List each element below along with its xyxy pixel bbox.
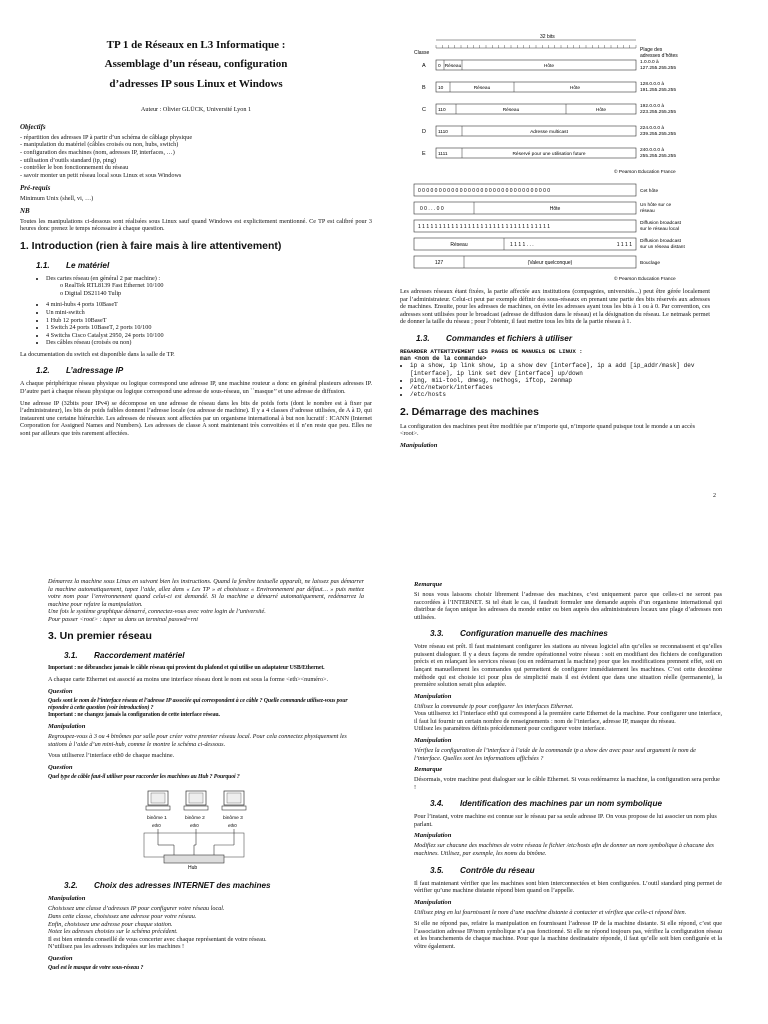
address-classes-diagram [414, 30, 702, 180]
materiel-item-text: Des cartes réseau (en général 2 par machine) : [46, 274, 161, 282]
special-label: Diffusion broadcast sur le réseau local [640, 221, 681, 232]
class-range: 224.0.0.0 à 239.255.255.255 [640, 126, 677, 137]
station-interface-label: eth0 [152, 822, 161, 828]
subsection-controle-heading [430, 866, 722, 876]
class-prefix: 10 [438, 86, 444, 91]
materiel-item: • 1 Switch 24 ports 10BaseT, 2 ports 10/100 [46, 324, 372, 332]
document-title [20, 36, 372, 94]
copyright-2: © Pearson Education France [614, 277, 676, 282]
hub-box [164, 855, 224, 863]
bottom-right-column [414, 578, 722, 1024]
bit-pattern: 1 1 1 1 [616, 242, 632, 248]
station-label: binôme 1 [147, 815, 167, 821]
verif-instruction: Vérifiez la configuration de l’interface à l’aide de la commande ip a show dev avec pour seul argument le nom de l’interface. Quelles sont les informations affichées ? [414, 746, 696, 762]
adressage-paragraph-2: Une adresse IP (32bits pour IPv4) se décompose en une adresse de réseau dans les bits de poids forts (dont le nombre est à fixer par l’administrateur), les bits de poids faibles donnent l’adresse locale (ou adresse de machine). Il y a 4 classes d’adresse utilisées, de A à D, qui instaurent une certaine hiérarchie. Les adresses de réseaux sont affectées par un organisme international à but non lucratif : ICANN (Internet Corporation for Assigned Names and Numbers). Les adresses de classe A sont maintenant très convoitées et il n’en reste que peu. Elles ne sont par ailleurs que très rarement affectées. [20, 399, 372, 437]
objectifs-label: Objectifs [20, 123, 46, 132]
heading-text: L’adressage IP [66, 366, 124, 376]
station-interface-label: eth0 [228, 822, 237, 828]
intro-login: Une fois le système graphique démarré, connectez-vous avec votre login de l’université. [48, 608, 266, 616]
heading-number: 3.2. [64, 881, 78, 891]
class-rows [422, 59, 676, 159]
bit-pattern: 0 0 . . . 0 0 [420, 206, 444, 212]
computer-base-icon [146, 806, 170, 810]
class-range: 1.0.0.0 à 127.255.255.255 [640, 60, 677, 71]
prereq-text: Minimum Unix (shell, vi, …) [20, 194, 94, 202]
materiel-item: • 1 Hub 12 ports 10BaseT [46, 317, 372, 325]
host-field: Hôte [569, 86, 581, 91]
objectifs-list [20, 134, 372, 179]
nom-text: Pour l’instant, votre machine est connue sur le réseau par sa seule adresse IP. On vous propose de lui associer un nom plus parlant. [414, 813, 717, 828]
heading-number: 3.3. [430, 629, 444, 639]
host-field: Hôte [549, 206, 561, 212]
heading-number: 1.3. [416, 333, 430, 343]
document-page-bottom [0, 512, 768, 1024]
config-manip-text: Vous utiliserez ici l’interface eth0 qui correspond à la première carte Ethernet de la machine. Pour configurer une interface, il faut lui fournir un certain nombre de renseignements : nom de l’interface, adresse IP, masque du réseau. [414, 710, 722, 725]
computer-base-icon [222, 806, 246, 810]
special-label: Bouclage [640, 261, 661, 266]
choix-step: Enfin, choisissez une adresse pour chaque station. [48, 920, 173, 928]
manipulation-label: Manipulation [400, 441, 438, 449]
class-prefix: 1110 [438, 130, 448, 135]
network-field: Réseau [444, 64, 462, 69]
heading-text: Commandes et fichiers à utiliser [446, 333, 573, 343]
adressage-paragraph-3: Les adresses réseaux étant fixées, la partie affectée aux institutions (compagnies, universités...) peut être gérée localement par l’administrateur. Celui-ci peut par exemple définir des sous-réseaux en prenant une partie des bits réservés aux adresses de machines. Ensuite, pour les adresses de machines, on évite les adresses ayant tous les bits à 1 ou à 0. Par convention, ces adresses sont utilisées pour le broadcast (adresse de diffusion dans le réseau) et la désignation du réseau. Le netmask permet de donner la taille du réseau ; pour l’obtenir, il faut mettre tous les bits de la partie réseau à 1. [400, 288, 710, 326]
cartes-sublist [46, 282, 372, 297]
objectif-item: - manipulation du matériel (câbles croisés ou non, hubs, switch) [20, 141, 179, 149]
adressage-paragraph-1: A chaque périphérique réseau physique ou logique correspond une adresse IP, une machine routeur a donc en général plusieurs adresses IP. D’autre part à chaque réseau physique ou logique correspond une adresse de sous-réseau, un ``masque’’ et une adresse de diffusion. [20, 380, 372, 395]
bits-label: 32 bits [540, 34, 555, 40]
host-field: Hôte [595, 108, 607, 113]
objectif-item: - contrôler le bon fonctionnement du réseau [20, 164, 129, 172]
controle-manip-instruction: Utilisez ping en lui fournissant le nom d’une machine distante à contacter et vérifiez que celle-ci répond bien. [414, 908, 687, 916]
objectif-item: - utilisation d’outils standard (ip, ping) [20, 156, 116, 164]
hub-stations [144, 791, 246, 857]
question-cable: Quel type de câble faut-il utiliser pour raccorder les machines au Hub ? Pourquoi ? [48, 773, 240, 780]
station-label: binôme 3 [223, 815, 243, 821]
computer-base-icon [184, 806, 208, 810]
materiel-item: • Un mini-switch [46, 309, 372, 317]
commande-item: • ip a show, ip link show, ip a show dev [interface], ip a add [ip_addr/mask] dev [interface], ip link set dev [interface] up/down [410, 362, 710, 377]
section-reseau-heading: 3. Un premier réseau [48, 630, 152, 643]
prereq-label: Pré-requis [20, 184, 51, 193]
config-manip-instruction: Utilisez la commande ip pour configurer les interfaces Ethernet. [414, 702, 574, 710]
class-prefix: 1111 [438, 152, 448, 157]
commandes-man: man <nom de la commande> [400, 354, 487, 362]
heading-number: 1.1. [36, 260, 50, 270]
class-range: 128.0.0.0 à 191.255.255.255 [640, 82, 677, 93]
heading-number: 3.5. [430, 865, 444, 875]
choix-text-1: Il est bien entendu conseillé de vous concerter avec chaque représentant de votre réseau. [48, 935, 267, 943]
nb-label: NB [20, 207, 30, 216]
heading-text: Choix des adresses INTERNET des machines [94, 881, 271, 891]
controle-text-2: Si elle ne répond pas, refaire la manipulation en fournissant l’adresse IP de la machine distante. Si elle répond, c’est que l’association adresse IP/nom symbolique n’a pas fonctionné. Si elle ne répond toujours pas, vérifiez la configuration réseau et les branchements de chaque machine. Pour que la machine destinataire réponde, il faut qu’elle soit bien configurée et la vôtre également. [414, 920, 722, 950]
question-important: Important : ne changez jamais la configuration de cette interface réseau. [48, 711, 220, 718]
materiel-item [46, 275, 372, 298]
special-label: Diffusion broadcast sur un réseau distant [640, 239, 685, 250]
config-manip-text-2: Utilisez les paramètres définis précédemment pour configurer votre interface. [414, 725, 606, 733]
manipulation-label: Manipulation [48, 895, 86, 903]
bit-pattern: 1 1 1 1 . . . [510, 242, 534, 248]
class-range: 192.0.0.0 à 223.255.255.255 [640, 104, 677, 115]
question-interface: Quels sont le nom de l’interface réseau et l’adresse IP associée qui correspondent à ce câble ? Quelle commande utilisez-vous pour répondre à cette question (voir introduction) ? [48, 697, 348, 711]
title-line-3: d’adresses IP sous Linux et Windows [109, 77, 283, 90]
question-label: Question [48, 687, 73, 695]
computer-screen [151, 793, 165, 803]
network-field: Réseau [450, 242, 468, 248]
special-label: Un hôte sur ce réseau [640, 203, 672, 214]
heading-text: Configuration manuelle des machines [460, 629, 608, 639]
subsection-materiel-heading [36, 261, 372, 271]
bits-ruler-ticks [436, 45, 636, 48]
left-column [20, 0, 372, 512]
intro-instructions: Démarrez la machine sous Linux en suivant bien les instructions. Quand la fenêtre textuelle apparaît, ne laissez pas démarrer la machine automatiquement, tapez l’aide, allez dans « Les TP » et choisissez « Environnement par défaut… » puis mettez votre nom pour l’environnement quand celui-ci est demandé. Si la machine a démarré automatiquement, redémarrez la machine pour refaire la manipulation. [48, 578, 364, 608]
subsection-adressage-heading [36, 366, 372, 376]
computer-screen [189, 793, 203, 803]
class-field: Adresse multicast [530, 130, 568, 135]
class-box [436, 82, 636, 92]
remarque-1: Si nous vous laissons choisir librement l’adresse des machines, c’est uniquement parce que celles-ci ne seront pas raccordées à l’INTERNET. Si tel était le cas, il faudrait formuler une demande auprès d’un organisme international qui distribue de façon unique les adresses du monde entier ou bien auprès des administrateurs locaux une plage d’adresses non utilisées. [414, 591, 722, 621]
question-label: Question [48, 763, 73, 771]
materiel-list [20, 275, 372, 347]
hub-label: Hub [188, 864, 198, 871]
raccord-important: Important : ne débranchez jamais le câble réseau qui provient du plafond et qui utilise un adaptateur USB/Ethernet. [48, 665, 325, 672]
section-demarrage-heading: 2. Démarrage des machines [400, 405, 539, 418]
host-field: Hôte [543, 64, 555, 69]
network-field: Réseau [502, 108, 520, 113]
class-letter: A [422, 63, 426, 69]
page-number: 2 [713, 493, 716, 499]
class-letter: B [422, 85, 426, 91]
commande-item: • /etc/hosts [410, 391, 710, 398]
intro-root: Pour passer <root> : taper su dans un terminal passwd=rni [48, 615, 198, 623]
class-range: 240.0.0.0 à 255.255.255.255 [640, 148, 677, 159]
heading-text: Le matériel [66, 260, 110, 270]
switch-doc-text: La documentation du switch est disponible dans la salle de TP. [20, 350, 175, 358]
class-letter: C [422, 107, 426, 113]
materiel-item: • Des câbles réseau (croisés ou non) [46, 339, 372, 347]
loopback-prefix: 127 [434, 260, 444, 266]
subsection-nom-heading [430, 799, 722, 809]
commandes-list [400, 362, 710, 399]
config-text: Votre réseau est prêt. Il faut maintenant configurer les stations au niveau logiciel afin qu’elles se reconnaissent et qu’elles puissent dialoguer. Il y a deux façons de rendre opérationnel votre réseau : soit en modifiant des fichiers de configuration précis et en relançant les services réseau (ou en redémarrant la machine) pour que les modifications prennent effet, soit en lançant manuellement les commandes qui permettent de configurer immédiatement les machines. C’est cette deuxième méthode qui est choisie ici pour plus de simplicité mais il est évident que dans une situation réelle (permanente), la première solution serait plus adaptée. [414, 643, 722, 689]
choix-step: Dans cette classe, choisissez une adresse pour votre réseau. [48, 912, 197, 920]
special-label: Cet hôte [640, 189, 659, 194]
carte-item: o Digital DS21140 Tulip [60, 290, 372, 298]
right-column [400, 30, 710, 500]
manipulation-label: Manipulation [414, 832, 452, 840]
controle-text: Il faut maintenant vérifier que les machines sont bien interconnectées et bien configurées. L’outil standard ping permet de vérifier qu’une machine distante répond bien quand on l’appelle. [414, 879, 722, 895]
heading-text: Raccordement matériel [94, 651, 185, 661]
class-field: Réservé pour une utilisation future [512, 152, 586, 157]
author: Auteur : Olivier GLÜCK, Université Lyon 1 [140, 105, 252, 113]
question-label: Question [48, 954, 73, 962]
hub-diagram [48, 785, 364, 871]
question-masque: Quel est le masque de votre sous-réseau ? [48, 964, 144, 971]
subsection-commandes-heading [416, 334, 710, 344]
heading-number: 3.4. [430, 799, 444, 809]
bottom-left-column [48, 578, 364, 1024]
heading-text: Identification des machines par un nom symbolique [460, 799, 662, 809]
subsection-raccord-heading [64, 651, 364, 661]
subsection-config-heading [430, 629, 722, 639]
manipulation-label: Manipulation [414, 736, 452, 744]
materiel-item: • 4 Switchs Cisco Catalyst 2950, 24 ports 10/100 [46, 332, 372, 340]
title-line-2: Assemblage d’un réseau, configuration [104, 58, 288, 71]
commande-item: • /etc/network/interfaces [410, 384, 710, 391]
special-addresses-diagram [414, 180, 702, 286]
class-prefix: 110 [438, 108, 446, 113]
class-letter: D [422, 129, 426, 135]
class-letter: E [422, 151, 426, 157]
manipulation-label: Manipulation [414, 898, 452, 906]
manipulation-label: Manipulation [48, 723, 86, 731]
manipulation-label: Manipulation [414, 692, 452, 700]
choix-step: Notez les adresses choisies sur le schéma précédent. [48, 928, 178, 936]
section-intro-heading: 1. Introduction (rien à faire mais à lire attentivement) [20, 239, 282, 252]
heading-number: 3.1. [64, 651, 78, 661]
objectif-item: - savoir monter un petit réseau local sous Linux et sous Windows [20, 171, 182, 179]
copyright-1: © Pearson Education France [614, 170, 676, 175]
choix-step: Choisissez une classe d’adresses IP pour configurer votre réseau local. [48, 905, 225, 913]
bit-pattern: 0 0 0 0 0 0 0 0 0 0 0 0 0 0 0 0 0 0 0 0 0 0 0 0 0 0 0 0 0 0 0 0 [418, 188, 551, 194]
special-rows [414, 184, 685, 268]
network-field: Réseau [473, 86, 491, 91]
special-box [414, 256, 636, 268]
objectif-item: - répartition des adresses IP à partir d’un schéma de câblage physique [20, 133, 193, 141]
station-interface-label: eth0 [190, 822, 199, 828]
materiel-item: • 4 mini-hubs 4 ports 10BaseT [46, 301, 372, 309]
classe-label: Classe [414, 50, 430, 56]
class-box [436, 60, 636, 70]
station-label: binôme 2 [185, 815, 205, 821]
heading-text: Contrôle du réseau [460, 865, 535, 875]
plage-label: Plage des adresses d’hôtes [640, 47, 678, 59]
nom-manip-instruction: Modifiez sur chacune des machines de votre réseau le fichier /etc/hosts afin de donner un nom symbolique à chacune des machines. Utilisez, par exemple, les noms du binôme. [414, 842, 714, 857]
objectif-item: - configuration des machines (nom, adresses IP, interfaces, …) [20, 148, 175, 156]
carte-item: o RealTek RTL8139 Fast Ethernet 10/100 [60, 282, 372, 290]
title-line-1: TP 1 de Réseaux en L3 Informatique : [106, 39, 286, 51]
choix-text-2: N’utilisez pas les adresses indiquées sur les machines ! [48, 943, 185, 951]
commande-item: • ping, mii-tool, dmesg, nethogs, iftop, zenmap [410, 377, 710, 384]
remarque-label: Remarque [414, 581, 443, 588]
special-box [414, 202, 636, 214]
any-value-field: (Valeur quelconque) [527, 260, 573, 266]
raccord-text: A chaque carte Ethernet est associé au moins une interface réseau dont le nom est sous la forme <eth><numéro>. [48, 676, 329, 684]
demarrage-text: La configuration des machines peut être modifiée par n’importe qui, n’importe quand puisque tout le monde a un accès <root>. [400, 422, 696, 438]
eth0-text: Vous utiliserez l’interface eth0 de chaque machine. [48, 752, 175, 760]
class-prefix: 0 [438, 64, 441, 69]
remarque-2: Désormais, votre machine peut dialoguer sur le câble Ethernet. Si vous redémarrez la machine, la configuration sera perdue ! [414, 776, 720, 791]
bit-pattern: 1 1 1 1 1 1 1 1 1 1 1 1 1 1 1 1 1 1 1 1 1 1 1 1 1 1 1 1 1 1 1 1 [418, 224, 551, 230]
manip-regroupez: Regroupez-vous à 3 ou 4 binômes par salle pour créer votre premier réseau local. Pour cela connectez physiquement les stations à l’aide d’un mini-hub, comme le montre le schéma ci-dessous. [48, 733, 347, 748]
commandes-intro: REGARDER ATTENTIVEMENT LES PAGES DE MANUELS DE LINUX : [400, 347, 583, 355]
nb-text: Toutes les manipulations ci-dessous sont réalisées sous Linux sauf quand Windows est explicitement mentionné. Ce TP est calibré pour 3 heures donc prenez le temps nécessaire à chaque question. [20, 217, 372, 233]
computer-screen [227, 793, 241, 803]
right-column-text [400, 288, 710, 452]
heading-number: 1.2. [36, 366, 50, 376]
remarque-label: Remarque [414, 766, 443, 774]
subsection-choix-heading [64, 881, 364, 891]
